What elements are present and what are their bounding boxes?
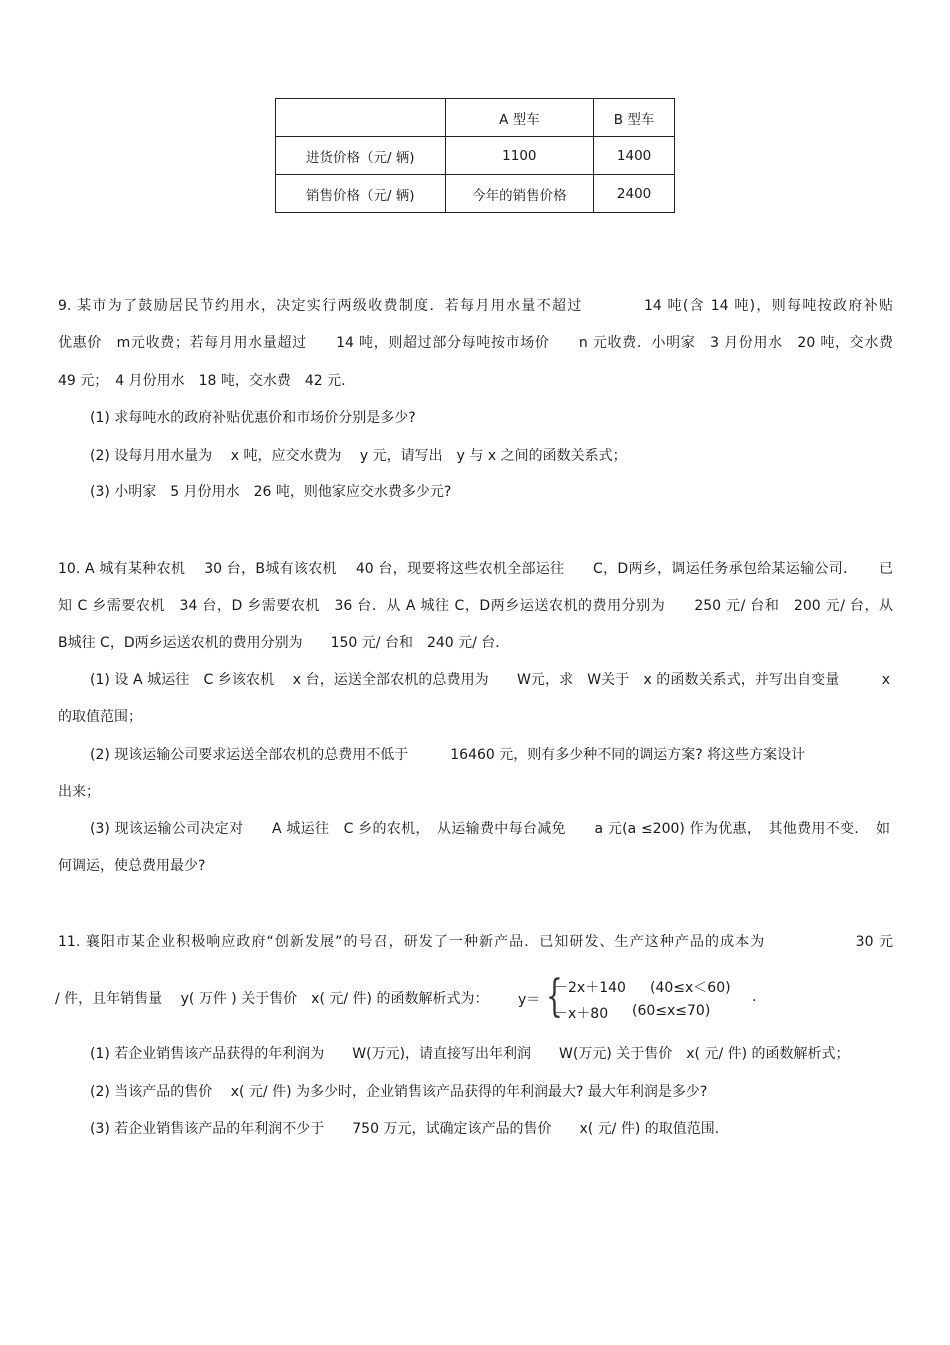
formula-brace: { [546,971,563,1022]
q11-part-3: (3) 若企业销售该产品的年利润不少于 750 万元，试确定该产品的售价 x( 元/ 件) 的取值范围. [90,1121,720,1137]
q9-part-2: (2) 设每月用水量为 x 吨，应交水费为 y 元，请写出 y 与 x 之间的函数关系式； [90,448,627,464]
q11-part-1: (1) 若企业销售该产品获得的年利润为 W(万元)，请直接写出年利润 W(万元) 关于售价 x( 元/ 件) 的函数解析式； [90,1046,850,1062]
table-cell: 1400 [594,137,675,175]
q9-part-1: (1) 求每吨水的政府补贴优惠价和市场价分别是多少? [90,410,416,426]
q9-part-3: (3) 小明家 5 月份用水 26 吨，则他家应交水费多少元? [90,484,452,500]
table-cell: 销售价格（元/ 辆) [276,175,446,213]
q11-part-2: (2) 当该产品的售价 x( 元/ 件) 为多少时，企业销售该产品获得的年利润最大? 最大年利润是多少? [90,1084,708,1100]
q10-part-1: (1) 设 A 城运往 C 乡该农机 x 台，运送全部农机的总费用为 W元，求 W关于 x 的函数关系式，并写出自变量 x [90,672,890,688]
formula-domain-2: (60≤x≤70) [632,1003,711,1019]
formula-case-1: －2x＋140 [554,980,626,996]
table-cell: A 型车 [445,99,594,137]
q9-line: 9. 某市为了鼓励居民节约用水，决定实行两级收费制度．若每月用水量不超过 14 吨(含 14 吨)，则每吨按政府补贴 [58,298,893,314]
q10-part-2-cont: 出来； [58,784,100,800]
q9-line: 优惠价 m元收费；若每月用水量超过 14 吨，则超过部分每吨按市场价 n 元收费．小明家 3 月份用水 20 吨，交水费 [58,335,893,351]
q10-part-1-cont: 的取值范围； [58,709,142,725]
price-table [275,98,675,213]
q10-line: B城往 C，D两乡运送农机的费用分别为 150 元/ 台和 240 元/ 台． [58,635,510,651]
table-cell [276,99,446,137]
table-cell: 2400 [594,175,675,213]
table-cell: B 型车 [594,99,675,137]
formula-domain-1: (40≤x＜60) [650,980,731,996]
table-cell: 1100 [445,137,594,175]
table-row [276,137,675,175]
q9-line: 49 元； 4 月份用水 18 吨，交水费 42 元． [58,373,356,389]
formula-end: . [752,989,757,1005]
q11-line: / 件，且年销售量 y( 万件 ) 关于售价 x( 元/ 件) 的函数解析式为： [55,991,489,1007]
q10-part-2: (2) 现该运输公司要求运送全部农机的总费用不低于 16460 元，则有多少种不同的调运方案? 将这些方案设计 [90,747,806,763]
q10-line: 知 C 乡需要农机 34 台，D 乡需要农机 36 台．从 A 城往 C，D两乡运送农机的费用分别为 250 元/ 台和 200 元/ 台，从 [58,598,893,614]
table-cell: 进货价格（元/ 辆) [276,137,446,175]
formula-case-2: －x＋80 [554,1006,609,1022]
table-row [276,175,675,213]
piecewise-formula [518,972,758,1026]
q10-part-3: (3) 现该运输公司决定对 A 城运往 C 乡的农机， 从运输费中每台减免 a 元(a ≤200) 作为优惠， 其他费用不变． 如 [90,821,890,837]
table-cell: 今年的销售价格 [445,175,594,213]
table-row [276,99,675,137]
q10-line: 10. A 城有某种农机 30 台，B城有该农机 40 台，现要将这些农机全部运往 C，D两乡，调运任务承包给某运输公司． 已 [58,561,893,577]
q10-part-3-cont: 何调运，使总费用最少? [58,858,206,874]
formula-lhs: y＝ [518,992,541,1008]
q11-line: 11. 襄阳市某企业积极响应政府“创新发展”的号召，研发了一种新产品．已知研发、生产这种产品的成本为 30 元 [58,934,893,950]
